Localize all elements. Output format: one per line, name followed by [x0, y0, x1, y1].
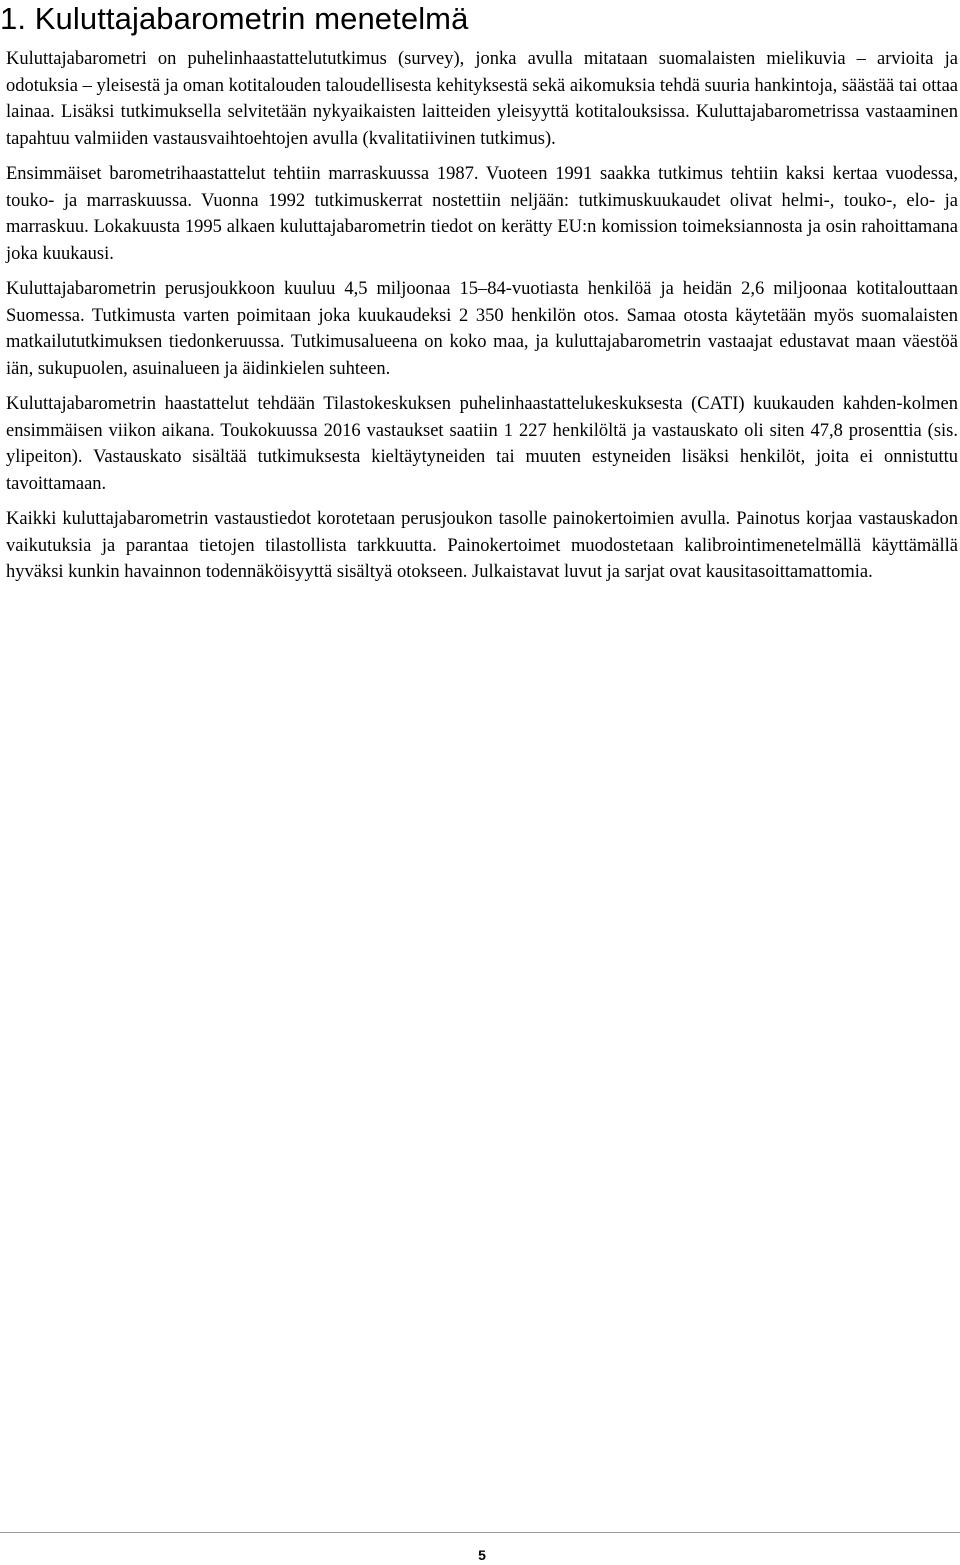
page-number: 5 — [478, 1547, 486, 1563]
paragraph-population-sample: Kuluttajabarometrin perusjoukkoon kuuluu 4,5 miljoonaa 15–84-vuotiasta henkilöä ja heidän 2,6 miljoonaa kotitalouttaan Suomessa. Tutkimusta varten poimitaan joka kuukaudeksi 2 350 henkilön otos. Samaa otosta käytetään myös suomalaisten matkailututkimuksen tiedonkeruussa. Tutkimusalueena on koko maa, ja kuluttajabarometrin vastaajat edustavat maan väestöä iän, sukupuolen, asuinalueen ja äidinkielen suhteen. — [6, 279, 958, 379]
footer-divider — [0, 1532, 960, 1533]
paragraph-method-intro: Kuluttajabarometri on puhelinhaastattelututkimus (survey), jonka avulla mitataan suomalaisten mielikuvia – arvioita ja odotuksia – yleisestä ja oman kotitalouden taloudellisesta kehityksestä sekä aikomuksia tehdä suuria hankintoja, säästää tai ottaa lainaa. Lisäksi tutkimuksella selvitetään nykyaikaisten laitteiden yleisyyttä kotitalouksissa. Kuluttajabarometrissa vastaaminen tapahtuu valmiiden vastausvaihtoehtojen avulla (kvalitatiivinen tutkimus). — [6, 49, 958, 149]
paragraph-interviews: Kuluttajabarometrin haastattelut tehdään Tilastokeskuksen puhelinhaastattelukeskuksesta (CATI) kuukauden kahden-kolmen ensimmäisen viikon aikana. Toukokuussa 2016 vastaukset saatiin 1 227 henkilöltä ja vastauskato oli siten 47,8 prosenttia (sis. ylipeiton). Vastauskato sisältää tutkimuksesta kieltäytyneiden tai muuten estyneiden lisäksi henkilöt, joita ei onnistuttu tavoittamaan. — [6, 394, 958, 494]
paragraph-weighting: Kaikki kuluttajabarometrin vastaustiedot korotetaan perusjoukon tasolle painokertoimien avulla. Painotus korjaa vastauskadon vaikutuksia ja parantaa tietojen tilastollista tarkkuutta. Painokertoimet muodostetaan kalibrointimenetelmällä käyttämällä hyväksi kunkin havainnon todennäköisyyttä sisältyä otokseen. Julkaistavat luvut ja sarjat ovat kausitasoittamattomia. — [6, 509, 958, 582]
body-text — [6, 46, 958, 595]
section-heading: 1. Kuluttajabarometrin menetelmä — [0, 1, 469, 36]
paragraph-history: Ensimmäiset barometrihaastattelut tehtiin marraskuussa 1987. Vuoteen 1991 saakka tutkimus tehtiin kaksi kertaa vuodessa, touko- ja marraskuussa. Vuonna 1992 tutkimuskerrat nostettiin neljään: tutkimuskuukaudet olivat helmi-, touko-, elo- ja marraskuu. Lokakuusta 1995 alkaen kuluttajabarometrin tiedot on kerätty EU:n komission toimeksiannosta ja osin rahoittamana joka kuukausi. — [6, 164, 958, 264]
